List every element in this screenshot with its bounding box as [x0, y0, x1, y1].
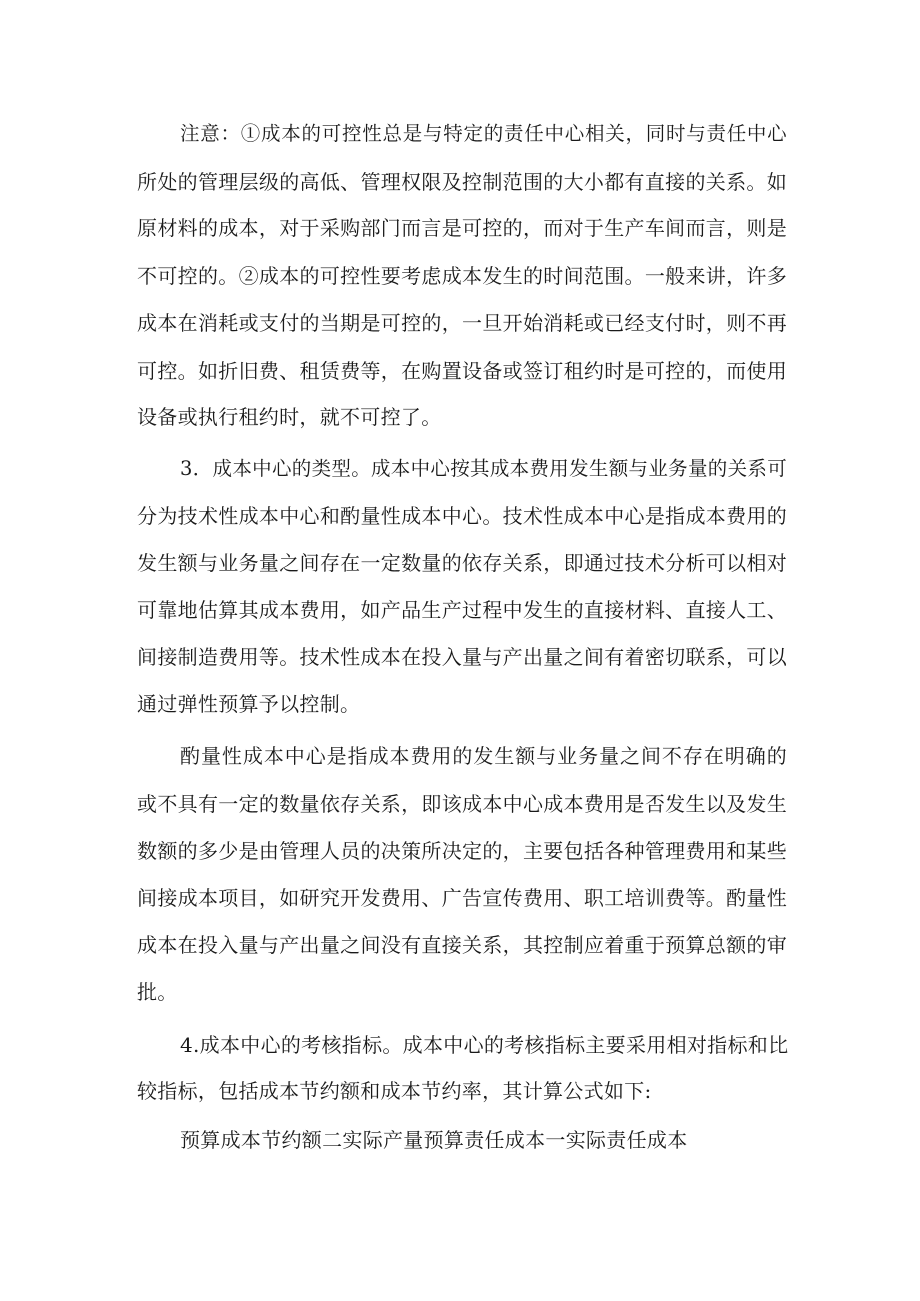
note-line-7: 设备或执行租约时，就不可控了。 [137, 405, 442, 429]
discretionary-line-4: 间接成本项目，如研究开发费用、广告宣传费用、职工培训费等。酌量性 [137, 886, 787, 910]
discretionary-line-2: 或不具有一定的数量依存关系，即该成本中心成本费用是否发生以及发生 [137, 792, 787, 816]
formula-line: 预算成本节约额二实际产量预算责任成本一实际责任成本 [180, 1128, 688, 1152]
note-line-2: 所处的管理层级的高低、管理权限及控制范围的大小都有直接的关系。如 [137, 170, 787, 194]
note-line-5: 成本在消耗或支付的当期是可控的，一旦开始消耗或已经支付时，则不再 [137, 311, 787, 335]
note-line-1: 注意：①成本的可控性总是与特定的责任中心相关，同时与责任中心 [180, 122, 787, 145]
indicators-line-1: 4.成本中心的考核指标。成本中心的考核指标主要采用相对指标和比 [180, 1033, 789, 1057]
note-line-6: 可控。如折旧费、租赁费等，在购置设备或签订租约时是可控的，而使用 [137, 359, 787, 383]
discretionary-line-6: 批。 [137, 980, 178, 1004]
discretionary-line-1: 酌量性成本中心是指成本费用的发生额与业务量之间不存在明确的 [180, 744, 787, 768]
types-line-3: 发生额与业务量之间存在一定数量的依存关系，即通过技术分析可以相对 [137, 551, 787, 575]
types-line-2: 分为技术性成本中心和酌量性成本中心。技术性成本中心是指成本费用的 [137, 504, 787, 528]
types-line-6: 通过弹性预算予以控制。 [137, 692, 361, 716]
note-line-3: 原材料的成本，对于采购部门而言是可控的，而对于生产车间而言，则是 [137, 216, 787, 240]
types-line-5: 间接制造费用等。技术性成本在投入量与产出量之间有着密切联系，可以 [137, 645, 787, 669]
discretionary-line-5: 成本在投入量与产出量之间没有直接关系，其控制应着重于预算总额的审 [137, 933, 787, 957]
types-line-4: 可靠地估算其成本费用，如产品生产过程中发生的直接材料、直接人工、 [137, 598, 787, 622]
note-line-4: 不可控的。②成本的可控性要考虑成本发生的时间范围。一般来讲，许多 [137, 264, 787, 288]
types-line-1: 3．成本中心的类型。成本中心按其成本费用发生额与业务量的关系可 [180, 457, 787, 480]
discretionary-line-3: 数额的多少是由管理人员的决策所决定的，主要包括各种管理费用和某些 [137, 839, 787, 863]
indicators-line-2: 较指标，包括成本节约额和成本节约率，其计算公式如下: [137, 1079, 652, 1103]
